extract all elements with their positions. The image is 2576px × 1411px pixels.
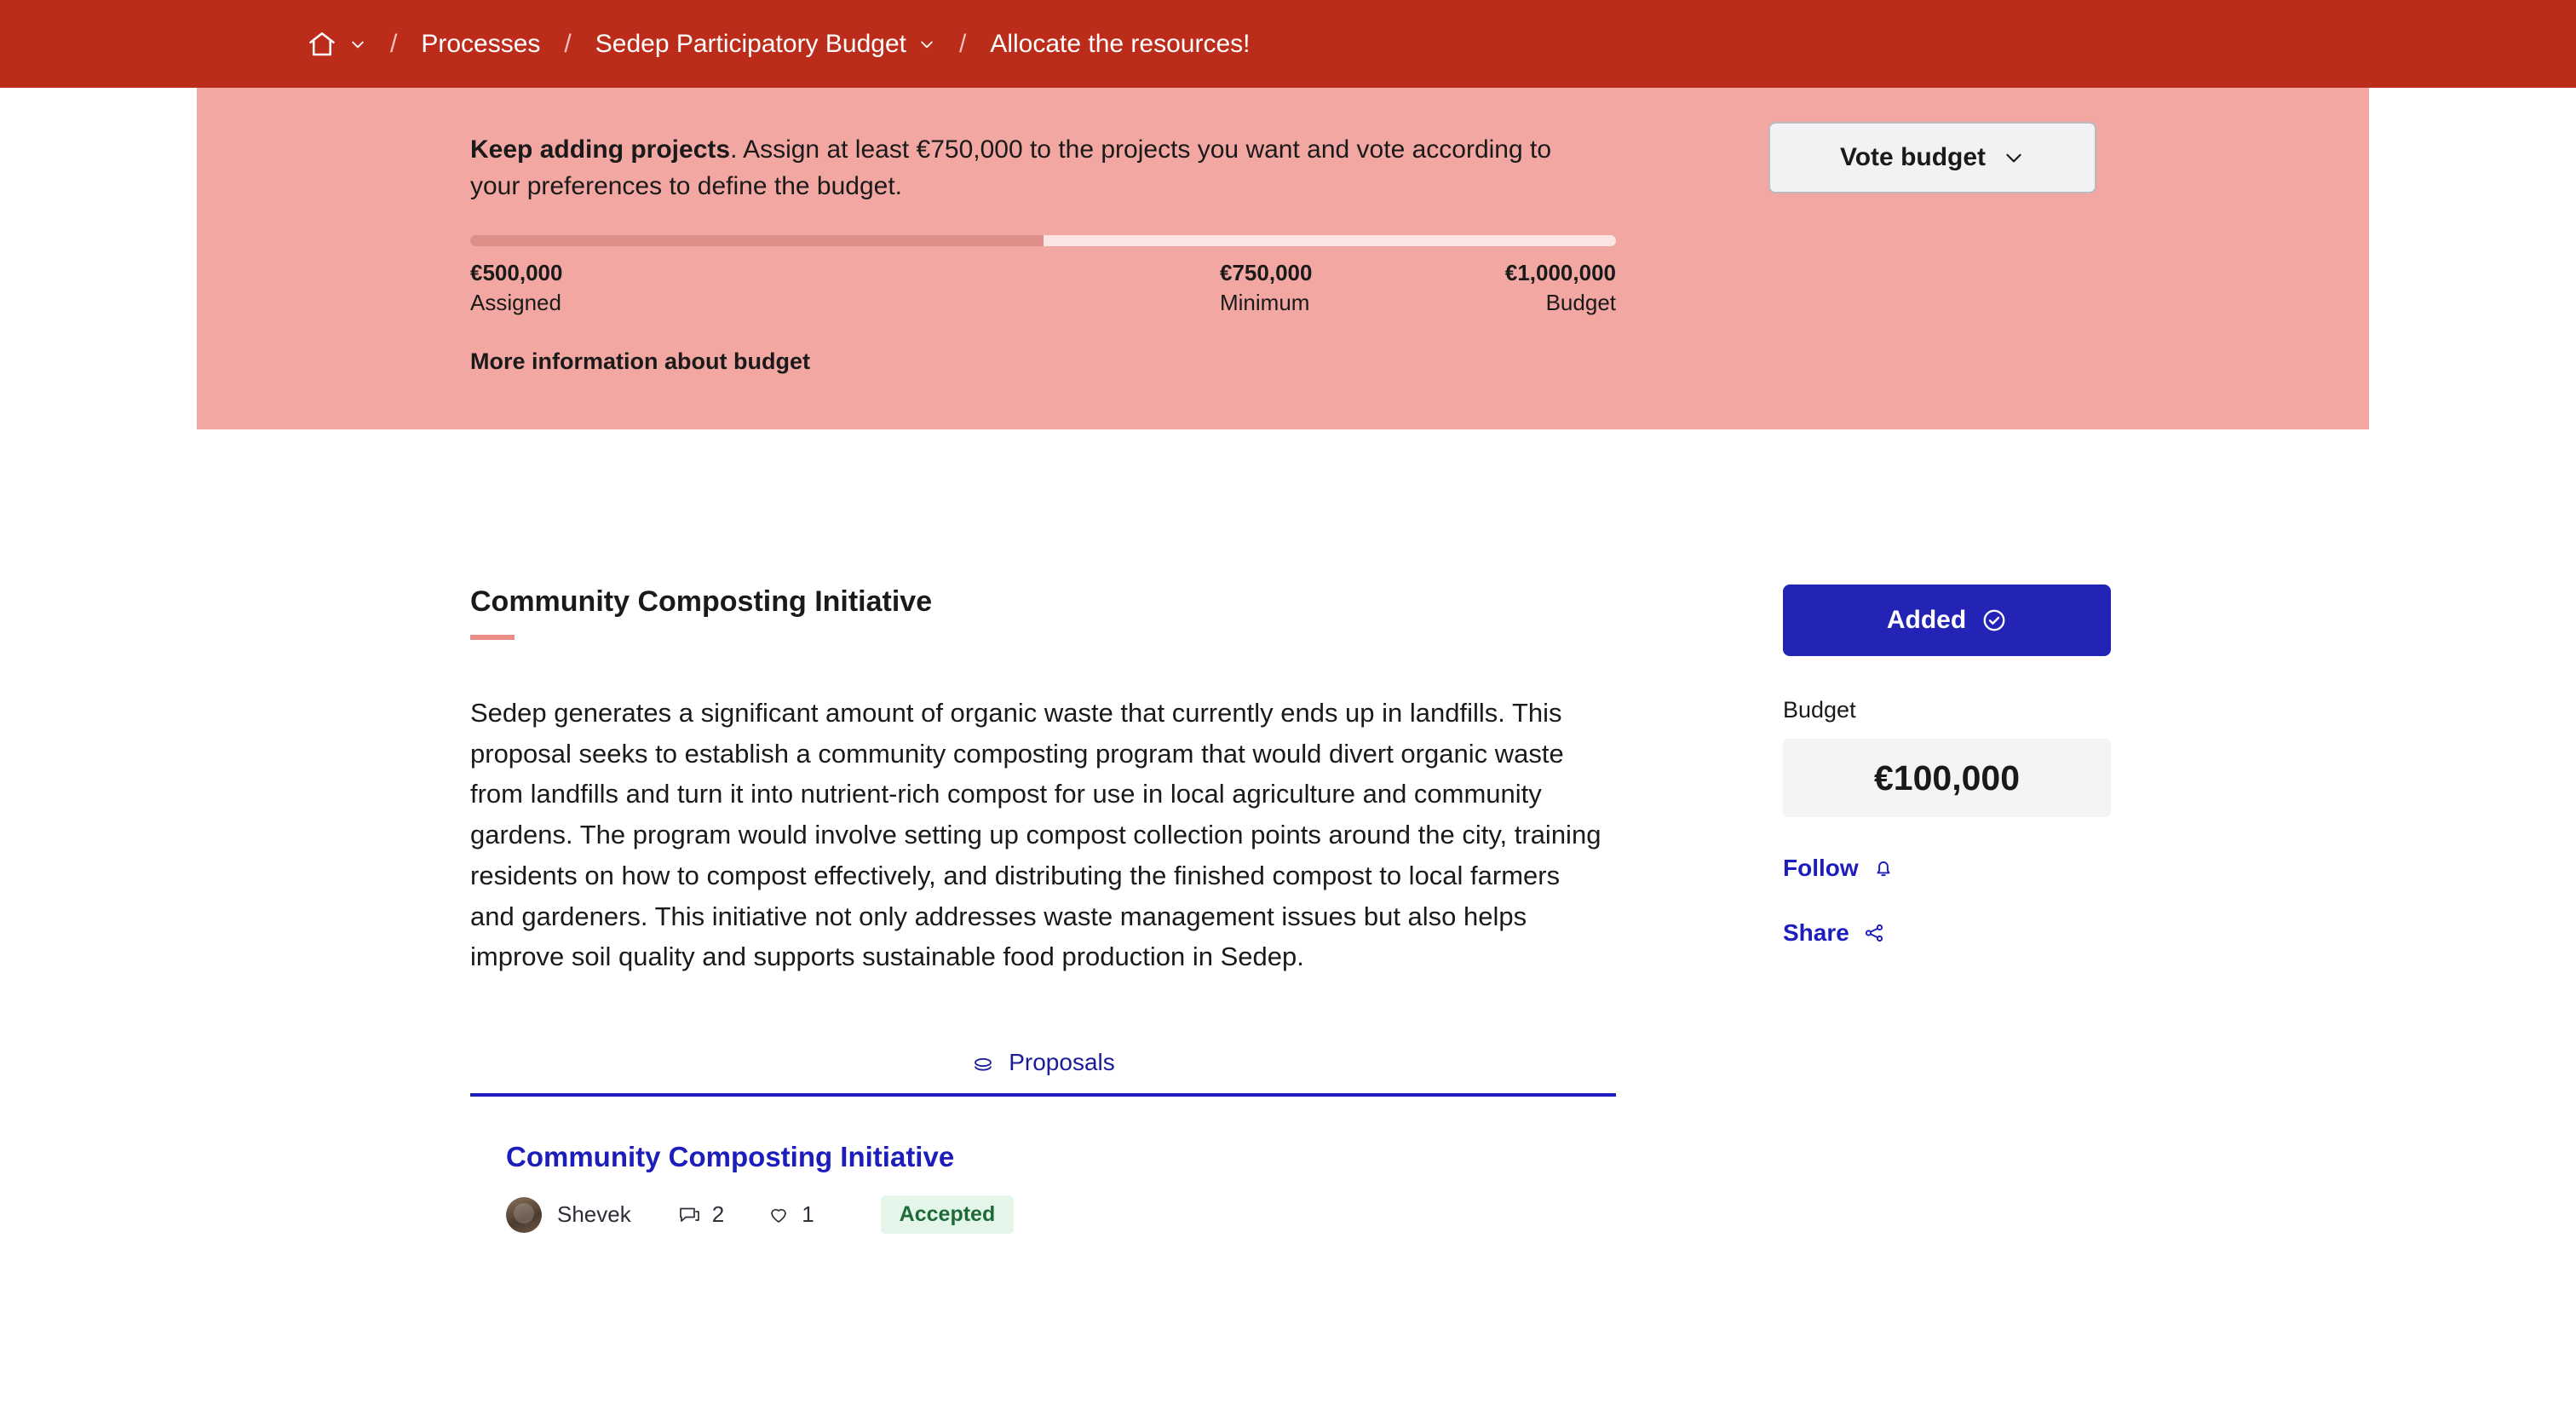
share-icon: [1863, 922, 1885, 944]
sidebar-budget-label: Budget: [1783, 697, 1856, 723]
budget-total-label: Budget: [1545, 290, 1616, 316]
breadcrumb-separator: /: [958, 29, 967, 58]
share-button[interactable]: [1783, 919, 1885, 947]
added-button-label: Added: [1886, 606, 1967, 635]
breadcrumb-item-participatory-budget[interactable]: [595, 29, 935, 58]
budget-minimum-label: Minimum: [1220, 290, 1310, 316]
proposal-title-link[interactable]: Community Composting Initiative: [506, 1141, 955, 1173]
budget-minimum: [1220, 258, 1312, 318]
breadcrumb-separator: /: [564, 29, 572, 58]
vote-budget-button[interactable]: [1768, 122, 2096, 193]
breadcrumb-separator: /: [390, 29, 398, 58]
home-icon[interactable]: [307, 29, 337, 60]
follow-label: Follow: [1783, 855, 1859, 882]
title-underline: [470, 635, 515, 640]
proposals-icon: [971, 1053, 995, 1072]
project-sidebar: [1783, 585, 2111, 1234]
tab-proposals-label: Proposals: [1009, 1049, 1115, 1076]
proposal-endorsements: [767, 1201, 814, 1228]
budget-assigned-amount: €500,000: [470, 260, 563, 286]
budget-progress-fill: [470, 235, 1044, 246]
vote-budget-label: Vote budget: [1839, 143, 1987, 171]
check-circle-icon: [1981, 608, 2007, 633]
budget-summary-banner: [197, 88, 2369, 429]
status-badge: Accepted: [881, 1195, 1015, 1234]
budget-assigned-label: Assigned: [470, 290, 561, 316]
added-button[interactable]: [1783, 585, 2111, 656]
comment-icon: [677, 1204, 701, 1226]
proposal-endorsements-count: 1: [802, 1201, 814, 1228]
project-main-column: [470, 585, 1616, 1234]
budget-total-amount: €1,000,000: [1504, 260, 1616, 286]
breadcrumb-label: Sedep Participatory Budget: [595, 29, 906, 58]
proposal-meta: [506, 1195, 1616, 1234]
proposal-comments-count: 2: [711, 1201, 725, 1228]
list-item: [506, 1141, 1616, 1234]
proposal-author: Shevek: [557, 1201, 631, 1228]
budget-instructions-rest: . Assign at least €750,000 to the projects you want and vote according to your preferences to define the budget.: [470, 135, 1552, 200]
budget-total: [1505, 258, 1616, 318]
proposal-list: [470, 1141, 1616, 1234]
breadcrumb-home[interactable]: [307, 29, 366, 60]
breadcrumb-item-allocate-resources[interactable]: [990, 29, 1251, 58]
breadcrumb-bar: [0, 0, 2576, 88]
budget-assigned: [470, 258, 562, 318]
share-label: Share: [1783, 919, 1849, 947]
more-information-about-budget-link[interactable]: More information about budget: [470, 348, 810, 375]
page-title: Community Composting Initiative: [470, 585, 933, 619]
budget-instructions-bold: Keep adding projects: [470, 135, 731, 164]
budget-scale: [470, 258, 1616, 320]
budget-progress-bar: [470, 235, 1616, 246]
bell-icon: [1872, 857, 1895, 879]
budget-instructions: [470, 132, 1603, 204]
sidebar-budget-amount: €100,000: [1783, 739, 2111, 817]
avatar: [506, 1197, 542, 1233]
budget-minimum-amount: €750,000: [1220, 260, 1313, 286]
chevron-down-icon[interactable]: [349, 36, 366, 53]
endorsement-icon: [767, 1204, 791, 1226]
follow-button[interactable]: [1783, 855, 1895, 882]
project-detail: [0, 429, 2576, 1234]
breadcrumb-item-processes[interactable]: [421, 29, 541, 58]
breadcrumb-label: Allocate the resources!: [990, 29, 1251, 58]
breadcrumb-label: Processes: [421, 29, 541, 58]
chevron-down-icon[interactable]: [918, 36, 935, 53]
proposal-comments: [677, 1201, 724, 1228]
project-description: Sedep generates a significant amount of organic waste that currently ends up in landfills. This proposal seeks to establish a community composting program that would divert organic waste from landfills and turn it into nutrient-rich compost for use in local agriculture and community gardens. The program would involve setting up compost collection points around the city, training residents on how to compost effectively, and distributing the finished compost to local farmers and gardeners. This initiative not only addresses waste management issues but also helps improve soil quality and supports sustainable food production in Sedep.: [470, 697, 1601, 972]
project-tabs: [470, 1044, 1616, 1097]
chevron-down-icon: [2003, 147, 2025, 169]
tab-proposals[interactable]: [971, 1044, 1115, 1093]
